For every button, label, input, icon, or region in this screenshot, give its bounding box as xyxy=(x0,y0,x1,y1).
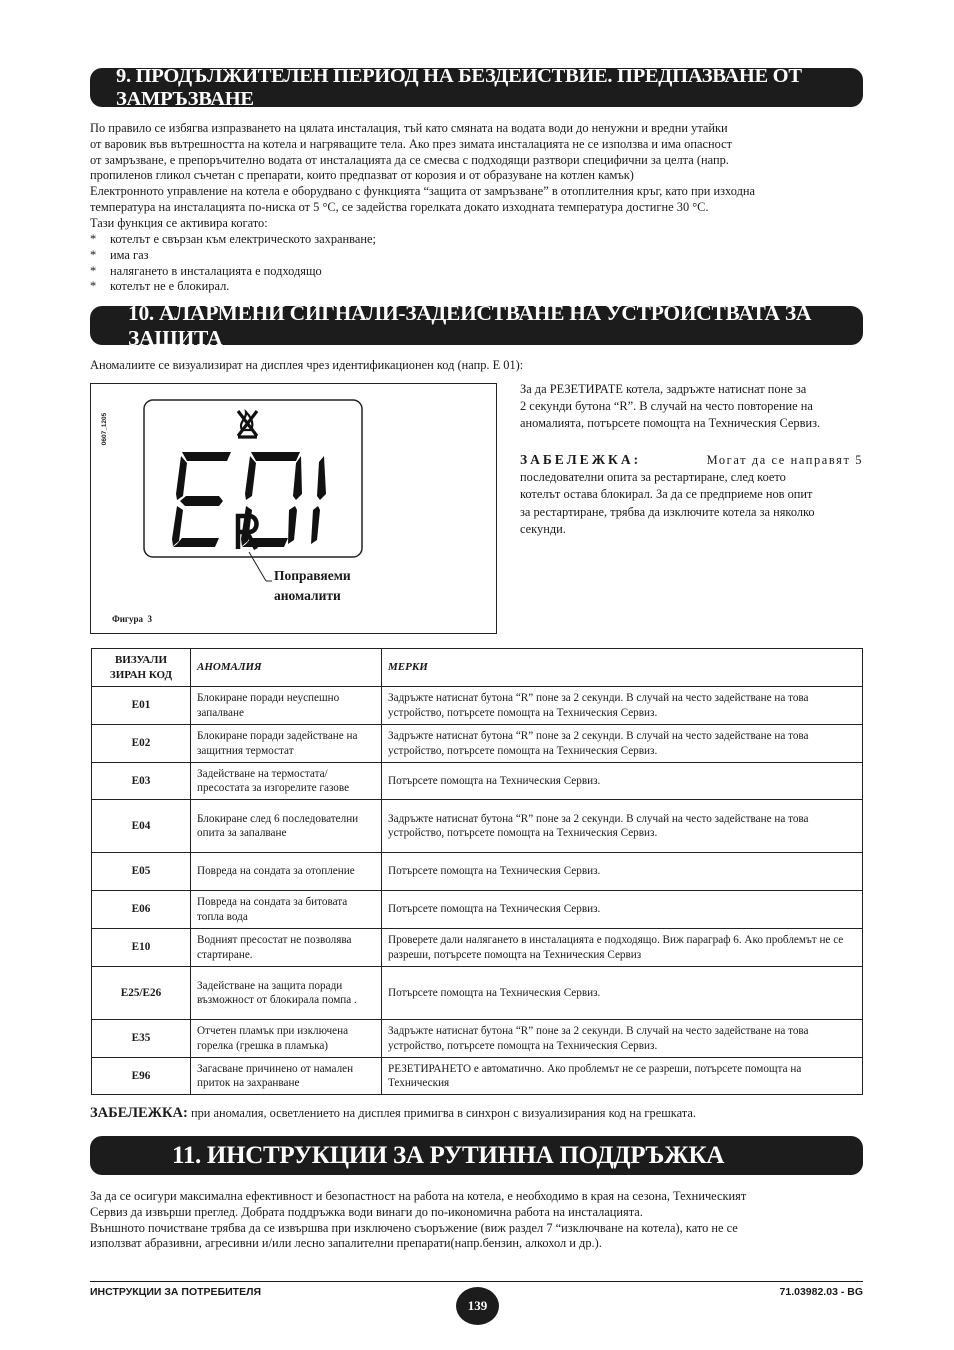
footer-divider xyxy=(90,1281,863,1282)
cell-anomaly: Блокиране поради задействане на защитния термостат xyxy=(191,725,382,763)
note-first-line xyxy=(520,451,863,469)
section-11-body xyxy=(90,1189,863,1252)
lcd-digit-e xyxy=(172,452,231,547)
cell-anomaly: Блокиране след 6 последователни опита за запалване xyxy=(191,800,382,853)
cell-code: E01 xyxy=(92,687,191,725)
text-line: Тази функция се активира когато: xyxy=(90,215,268,230)
bullet-mark: * xyxy=(90,263,97,278)
figure-callout-label xyxy=(274,566,351,606)
cell-anomaly: Задействане на защита поради възможност от блокирала помпа . xyxy=(191,967,382,1020)
text-line: от варовик във вътрешността на котела и нагряващите тела. Ако през зимата инсталацията не се използва и има опасност xyxy=(90,136,733,151)
bullet-mark: * xyxy=(90,247,97,262)
figure-display-panel xyxy=(90,383,497,634)
table-row xyxy=(92,1058,863,1095)
section-11-heading xyxy=(90,1136,863,1175)
table-row xyxy=(92,725,863,763)
figure-caption: Фигура 3 xyxy=(112,614,153,624)
list-item-text: котелът е свързан към електрическото захранване; xyxy=(110,232,376,246)
text-line: За да се осигури максимална ефективност и безопастност на работа на котела, е необходимо в края на сезона, Техническият xyxy=(90,1189,747,1203)
list-item xyxy=(90,279,863,295)
section-11-title: 11. ИНСТРУКЦИИ ЗА РУТИННА ПОДДРЪЖКА xyxy=(172,1141,725,1169)
text-line: секунди. xyxy=(520,521,566,536)
cell-anomaly: Блокиране поради неуспешно запалване xyxy=(191,687,382,725)
table-row xyxy=(92,1020,863,1058)
list-item-text: котелът не е блокирал. xyxy=(110,279,230,294)
display-blink-note xyxy=(90,1104,863,1122)
header-anomaly: АНОМАЛИЯ xyxy=(191,649,382,687)
cell-measure: РЕЗЕТИРАНЕТО е автоматично. Ако проблемът не се разреши, потърсете помощта на Техническия xyxy=(382,1058,863,1095)
text-line: аномалията, потърсете помощта на Техническия Сервиз. xyxy=(520,416,821,431)
cell-anomaly: Повреда на сондата за отопление xyxy=(191,853,382,891)
note-label: ЗАБЕЛЕЖКА: xyxy=(90,1105,188,1121)
cell-anomaly: Повреда на сондата за битовата топла вода xyxy=(191,891,382,929)
lcd-digit-one xyxy=(311,456,326,544)
bullet-mark: * xyxy=(90,232,97,246)
section-10-title: 10. АЛАРМЕНИ СИГНАЛИ-ЗАДЕЙСТВАНЕ НА УСТРОЙСТВАТА ЗА ЗАЩИТА xyxy=(128,300,812,350)
list-item xyxy=(90,264,863,280)
alarm-codes-table xyxy=(91,648,863,1095)
cell-measure: Потърсете помощта на Техническия Сервиз. xyxy=(382,967,863,1020)
text-line: Сервиз да извърши преглед. Добрата поддръжка води винаги до по-икономична работа на инсталацията. xyxy=(90,1204,643,1219)
cell-measure: Проверете дали налягането в инсталацията е подходящо. Виж параграф 6. Ако проблемът не се разреши, потърсете помощта на Техническия Сервиз xyxy=(382,929,863,967)
cell-code: E35 xyxy=(92,1020,191,1058)
header-measures: МЕРКИ xyxy=(382,649,863,687)
footer-doc-title: ИНСТРУКЦИИ ЗА ПОТРЕБИТЕЛЯ xyxy=(90,1286,261,1298)
cell-measure: Задръжте натиснат бутона “R” поне за 2 секунди. В случай на често задействане на това устройство, потърсете помощта на Техническия Сервиз. xyxy=(382,687,863,725)
text-line: 2 секунди бутона “R”. В случай на често повторение на xyxy=(520,399,813,414)
cell-code: E04 xyxy=(92,800,191,853)
reset-instructions xyxy=(520,381,863,433)
cell-measure: Задръжте натиснат бутона “R” поне за 2 секунди. В случай на често задействане на това устройство, потърсете помощта на Техническия Сервиз. xyxy=(382,1020,863,1058)
table-row xyxy=(92,967,863,1020)
cell-anomaly: Загасване причинено от намален приток на захранване xyxy=(191,1058,382,1095)
table-header-row xyxy=(92,649,863,687)
cell-code: E25/E26 xyxy=(92,967,191,1020)
text-line: от замръзване, е препоръчително водата от инсталацията да се смесва с подходящи разтвори специфични за целта (напр. xyxy=(90,152,729,167)
cell-anomaly: Водният пресостат не позволява стартиране. xyxy=(191,929,382,967)
text-line: за рестартиране, трябва да изключите котела за няколко xyxy=(520,504,815,519)
footer-doc-code: 71.03982.03 - BG xyxy=(779,1286,863,1298)
list-item xyxy=(90,248,863,264)
cell-measure: Потърсете помощта на Техническия Сервиз. xyxy=(382,853,863,891)
list-item-text: налягането в инсталацията е подходящо xyxy=(110,263,322,278)
cell-code: E05 xyxy=(92,853,191,891)
section-10-intro: Аномалиите се визуализират на дисплея чрез идентификационен код (напр. E 01): xyxy=(90,358,524,372)
cell-code: E06 xyxy=(92,891,191,929)
text-line: последователни опита за рестартиране, след което xyxy=(520,470,786,485)
note-label: ЗАБЕЛЕЖКА: xyxy=(520,452,642,467)
cell-code: E03 xyxy=(92,763,191,800)
note-text: при аномалия, осветлението на дисплея примигва в синхрон с визуализирания код на грешката. xyxy=(190,1106,696,1120)
cell-anomaly: Задействане на термостата/ пресостата за изгорелите газове xyxy=(191,763,382,800)
text-line: Външното почистване трябва да се извършва при изключено съоръжение (виж раздел 7 “изключване на котела), като не се xyxy=(90,1220,738,1235)
text-line: използват абразивни, агресивни и/или лесно запалителни препарати(напр.бензин, алкохол и др.). xyxy=(90,1236,602,1251)
burner-lockout-icon xyxy=(238,411,257,437)
table-row xyxy=(92,800,863,853)
cell-code: E96 xyxy=(92,1058,191,1095)
section-9-title: 9. ПРОДЪЛЖИТЕЛЕН ПЕРИОД НА БЕЗДЕЙСТВИЕ. ПРЕДПАЗВАНЕ ОТ ЗАМРЪЗВАНЕ xyxy=(116,64,802,110)
cell-code: E10 xyxy=(92,929,191,967)
callout-line: аномалити xyxy=(274,588,341,603)
text-line: пропиленов гликол съчетан с препарати, които предпазват от корозия и от образуване на котлен камък) xyxy=(90,168,634,183)
table-row xyxy=(92,853,863,891)
cell-measure: Задръжте натиснат бутона “R” поне за 2 секунди. В случай на често задействане на това устройство, потърсете помощта на Техническия Сервиз. xyxy=(382,800,863,853)
section-9-body xyxy=(90,121,863,232)
restart-note xyxy=(520,451,863,538)
table-row xyxy=(92,687,863,725)
cell-measure: Потърсете помощта на Техническия Сервиз. xyxy=(382,763,863,800)
section-9-bullet-list xyxy=(90,232,863,295)
cell-measure: Задръжте натиснат бутона “R” поне за 2 секунди. В случай на често задействане на това устройство, потърсете помощта на Техническия Сервиз. xyxy=(382,725,863,763)
cell-measure: Потърсете помощта на Техническия Сервиз. xyxy=(382,891,863,929)
text-line: котелът остава блокирал. За да се предприеме нов опит xyxy=(520,487,813,502)
page-number-badge: 139 xyxy=(456,1287,499,1325)
cell-anomaly: Отчетен пламък при изключена горелка (грешка в пламъка) xyxy=(191,1020,382,1058)
text-line: температура на инсталацията по-ниска от 5 °C, се задейства горелката докато изходната температура достигне 30 °C. xyxy=(90,199,709,214)
text-line: Електронното управление на котела е оборудвано с функцията “защита от замръзване” в отоплителния кръг, като при изходна xyxy=(90,184,756,199)
bullet-mark: * xyxy=(90,279,97,294)
figure-ref-code: 0607_1205 xyxy=(101,412,108,446)
text-line: Могат да се направят 5 xyxy=(706,453,863,467)
cell-code: E02 xyxy=(92,725,191,763)
list-item-text: има газ xyxy=(110,247,149,262)
text-line: По правило се избягва изпразването на цялата инсталация, тъй като смяната на водата води до ненужни и вредни утайки xyxy=(90,121,728,135)
callout-line: Поправяеми xyxy=(274,568,351,583)
table-row xyxy=(92,929,863,967)
section-10-heading xyxy=(90,300,863,350)
list-item xyxy=(90,232,863,248)
header-code: ВИЗУАЛИ ЗИРАН КОД xyxy=(92,649,191,687)
text-line: За да РЕЗЕТИРАТЕ котела, задръжте натиснат поне за xyxy=(520,382,807,396)
table-row xyxy=(92,763,863,800)
section-9-heading xyxy=(90,64,863,110)
table-row xyxy=(92,891,863,929)
